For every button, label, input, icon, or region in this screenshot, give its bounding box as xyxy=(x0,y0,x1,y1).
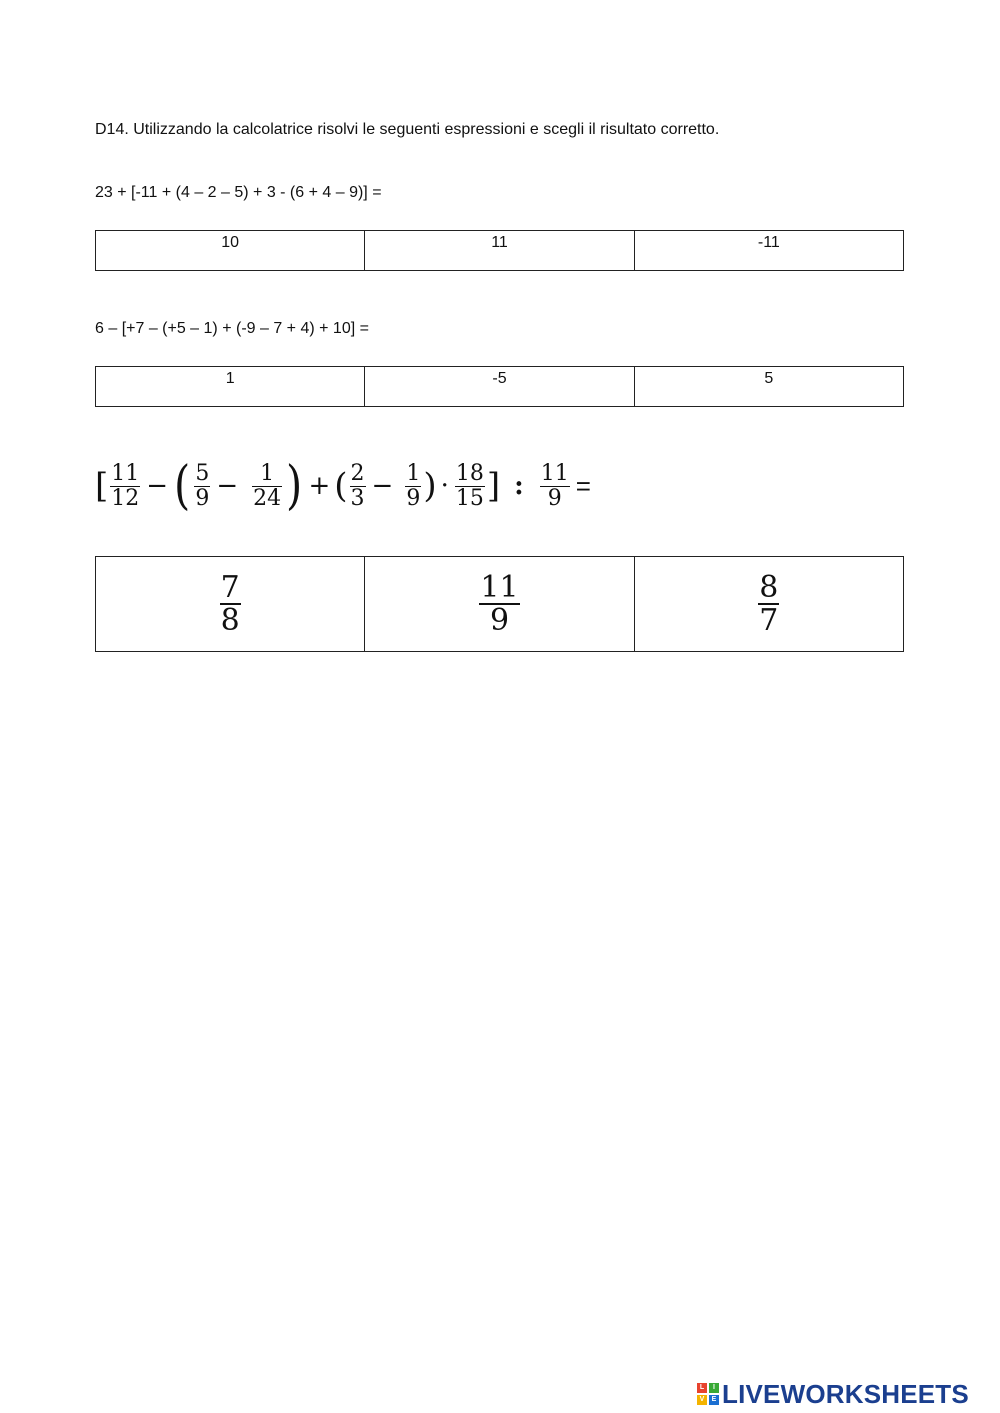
close-bracket: ] xyxy=(486,466,501,506)
equals-sign: = xyxy=(575,470,591,501)
answer-option[interactable]: 11 xyxy=(365,231,634,271)
fraction xyxy=(194,462,210,509)
numerator: 11 xyxy=(111,461,140,487)
answer-option[interactable] xyxy=(634,557,903,652)
denominator: 9 xyxy=(406,485,421,511)
answer-option[interactable]: -11 xyxy=(634,231,903,271)
denominator: 9 xyxy=(195,485,210,511)
logo-letter: E xyxy=(709,1395,719,1405)
numerator: 8 xyxy=(759,569,779,605)
fraction xyxy=(252,462,282,509)
denominator: 24 xyxy=(253,485,282,511)
question-instruction: D14. Utilizzando la calcolatrice risolvi le seguenti espressioni e scegli il risultato corretto. xyxy=(95,121,720,138)
logo-text: LIVEWORKSHEETS xyxy=(722,1378,969,1409)
denominator: 9 xyxy=(547,485,562,511)
answer-option[interactable]: -5 xyxy=(365,367,634,407)
answer-option[interactable] xyxy=(96,557,365,652)
minus-sign: − xyxy=(146,471,169,501)
fraction xyxy=(405,462,421,509)
fraction xyxy=(220,569,241,638)
numerator: 11 xyxy=(540,461,569,487)
denominator: 8 xyxy=(220,603,240,638)
expression-2: 6 – [+7 – (+5 – 1) + (-9 – 7 + 4) + 10] = xyxy=(95,320,369,337)
answer-option[interactable]: 1 xyxy=(96,367,365,407)
liveworksheets-logo xyxy=(697,1380,969,1408)
answer-options-3 xyxy=(95,556,904,652)
minus-sign: − xyxy=(371,471,394,501)
logo-mark-icon xyxy=(697,1383,719,1405)
denominator: 7 xyxy=(759,603,779,638)
minus-sign: − xyxy=(216,471,239,501)
fraction xyxy=(110,462,140,509)
denominator: 15 xyxy=(455,485,484,511)
open-bracket: [ xyxy=(95,466,109,506)
numerator: 11 xyxy=(480,569,519,605)
numerator: 2 xyxy=(350,461,365,487)
dot-operator: · xyxy=(440,471,449,501)
numerator: 5 xyxy=(195,461,210,487)
denominator: 12 xyxy=(111,485,140,511)
answer-options-2 xyxy=(95,366,904,407)
logo-letter: V xyxy=(697,1395,707,1405)
plus-sign: + xyxy=(308,471,331,501)
expression-3-fraction xyxy=(95,455,595,517)
numerator: 1 xyxy=(406,461,421,487)
colon-operator: : xyxy=(514,471,524,501)
logo-letter: I xyxy=(709,1383,719,1393)
open-paren: ( xyxy=(174,456,191,516)
numerator: 18 xyxy=(455,461,484,487)
logo-letter: L xyxy=(697,1383,707,1393)
close-paren: ) xyxy=(423,466,437,506)
denominator: 9 xyxy=(489,603,510,638)
answer-option[interactable]: 5 xyxy=(634,367,903,407)
close-paren: ) xyxy=(286,456,303,516)
open-paren: ( xyxy=(334,466,348,506)
expression-1: 23 + [-11 + (4 – 2 – 5) + 3 - (6 + 4 – 9)] = xyxy=(95,184,382,201)
answer-option[interactable] xyxy=(365,557,634,652)
fraction xyxy=(758,569,779,638)
fraction xyxy=(350,462,366,509)
answer-option[interactable]: 10 xyxy=(96,231,365,271)
denominator: 3 xyxy=(350,485,365,511)
answer-options-1 xyxy=(95,230,904,271)
fraction xyxy=(455,462,485,509)
fraction xyxy=(540,462,570,509)
numerator: 1 xyxy=(260,461,275,487)
numerator: 7 xyxy=(220,569,240,605)
fraction xyxy=(479,569,519,638)
